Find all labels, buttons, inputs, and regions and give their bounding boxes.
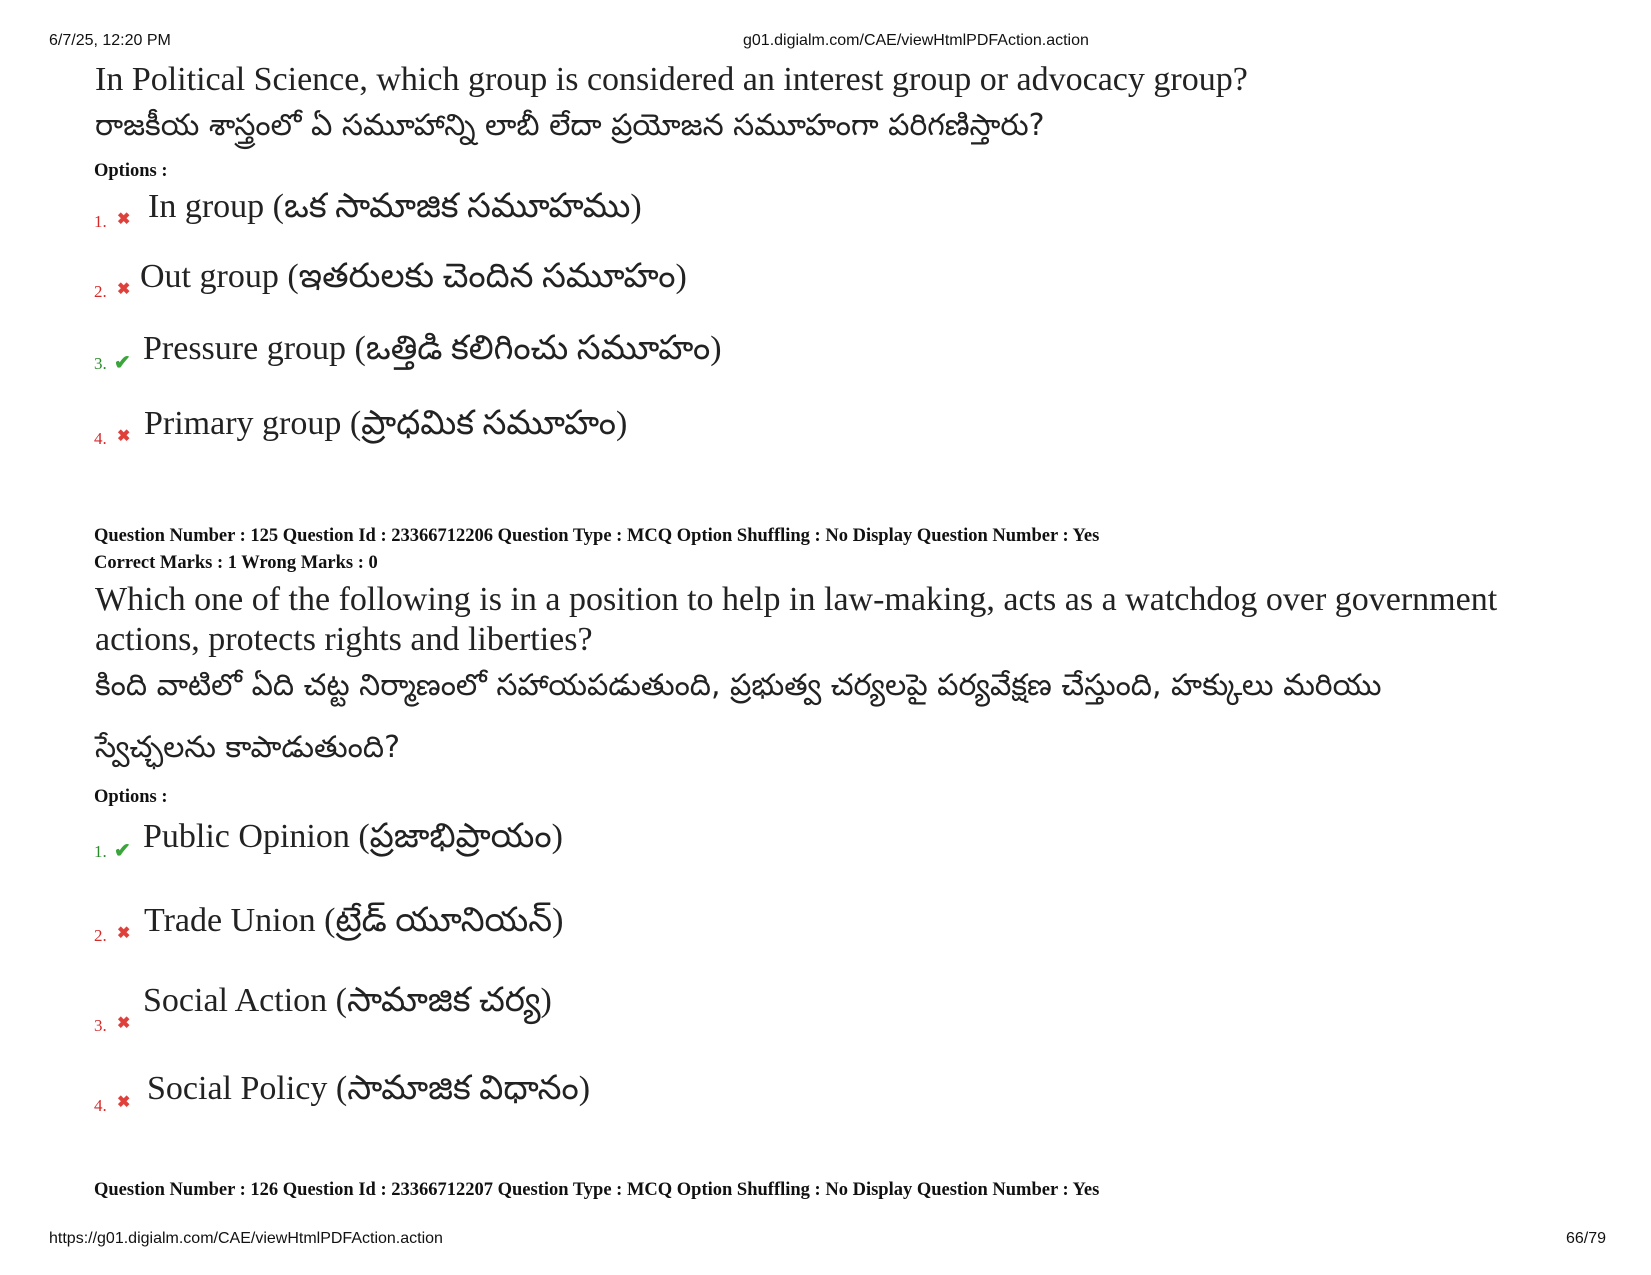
option-number: 1. bbox=[94, 212, 107, 231]
question-text-telugu-line-1: కింది వాటిలో ఏది చట్ట నిర్మాణంలో సహాయపడుతుంది, ప్రభుత్వ చర్యలపై పర్యవేక్షణ చేస్తుంది, హక్కులు మరియు bbox=[95, 668, 1382, 703]
option-text: Out group (ఇతరులకు చెందిన సమూహం) bbox=[140, 258, 687, 295]
option-number: 2. bbox=[94, 282, 107, 301]
question-meta: Question Number : 125 Question Id : 23366712206 Question Type : MCQ Option Shuffling : No Display Question Number : Yes bbox=[94, 526, 1100, 546]
wrong-mark-icon: ✖ bbox=[117, 211, 131, 228]
wrong-mark-icon: ✖ bbox=[117, 428, 131, 445]
question-text-english-line-2: actions, protects rights and liberties? bbox=[95, 621, 593, 658]
option-text: Public Opinion (ప్రజాభిప్రాయం) bbox=[143, 818, 563, 855]
option-text: In group (ఒక సామాజిక సమూహము) bbox=[148, 188, 642, 225]
question-text-english-line-1: Which one of the following is in a position to help in law-making, acts as a watchdog over government bbox=[95, 581, 1498, 618]
option-number: 3. bbox=[94, 354, 107, 373]
option-text: Trade Union (ట్రేడ్ యూనియన్) bbox=[144, 902, 564, 939]
wrong-mark-icon: ✖ bbox=[117, 1094, 131, 1111]
options-label: Options : bbox=[94, 787, 168, 807]
option-number: 4. bbox=[94, 1096, 107, 1115]
option-text: Social Action (సామాజిక చర్య) bbox=[143, 982, 552, 1019]
question-text-telugu-line-2: స్వేచ్ఛలను కాపాడుతుంది? bbox=[95, 730, 400, 765]
option-number: 4. bbox=[94, 429, 107, 448]
options-label: Options : bbox=[94, 161, 168, 181]
print-page-title: g01.digialm.com/CAE/viewHtmlPDFAction.action bbox=[743, 32, 1089, 49]
option-text: Pressure group (ఒత్తిడి కలిగించు సమూహం) bbox=[143, 330, 722, 367]
option-number: 3. bbox=[94, 1016, 107, 1035]
wrong-mark-icon: ✖ bbox=[117, 1015, 131, 1032]
option-number: 1. bbox=[94, 842, 107, 861]
question-meta: Question Number : 126 Question Id : 23366712207 Question Type : MCQ Option Shuffling : No Display Question Number : Yes bbox=[94, 1180, 1100, 1200]
correct-check-icon: ✔ bbox=[114, 352, 131, 374]
wrong-mark-icon: ✖ bbox=[117, 281, 131, 298]
option-text: Social Policy (సామాజిక విధానం) bbox=[147, 1070, 591, 1107]
page-number: 66/79 bbox=[1566, 1230, 1607, 1247]
question-marks: Correct Marks : 1 Wrong Marks : 0 bbox=[94, 553, 378, 573]
wrong-mark-icon: ✖ bbox=[117, 925, 131, 942]
option-text: Primary group (ప్రాధమిక సమూహం) bbox=[144, 405, 628, 442]
question-text-telugu: రాజకీయ శాస్త్రంలో ఏ సమూహాన్ని లాబీ లేదా ప్రయోజన సమూహంగా పరిగణిస్తారు? bbox=[95, 108, 1045, 143]
print-datetime: 6/7/25, 12:20 PM bbox=[49, 32, 171, 49]
print-url: https://g01.digialm.com/CAE/viewHtmlPDFAction.action bbox=[49, 1230, 443, 1247]
question-text-english: In Political Science, which group is considered an interest group or advocacy group? bbox=[95, 61, 1248, 98]
correct-check-icon: ✔ bbox=[114, 840, 131, 862]
option-number: 2. bbox=[94, 926, 107, 945]
